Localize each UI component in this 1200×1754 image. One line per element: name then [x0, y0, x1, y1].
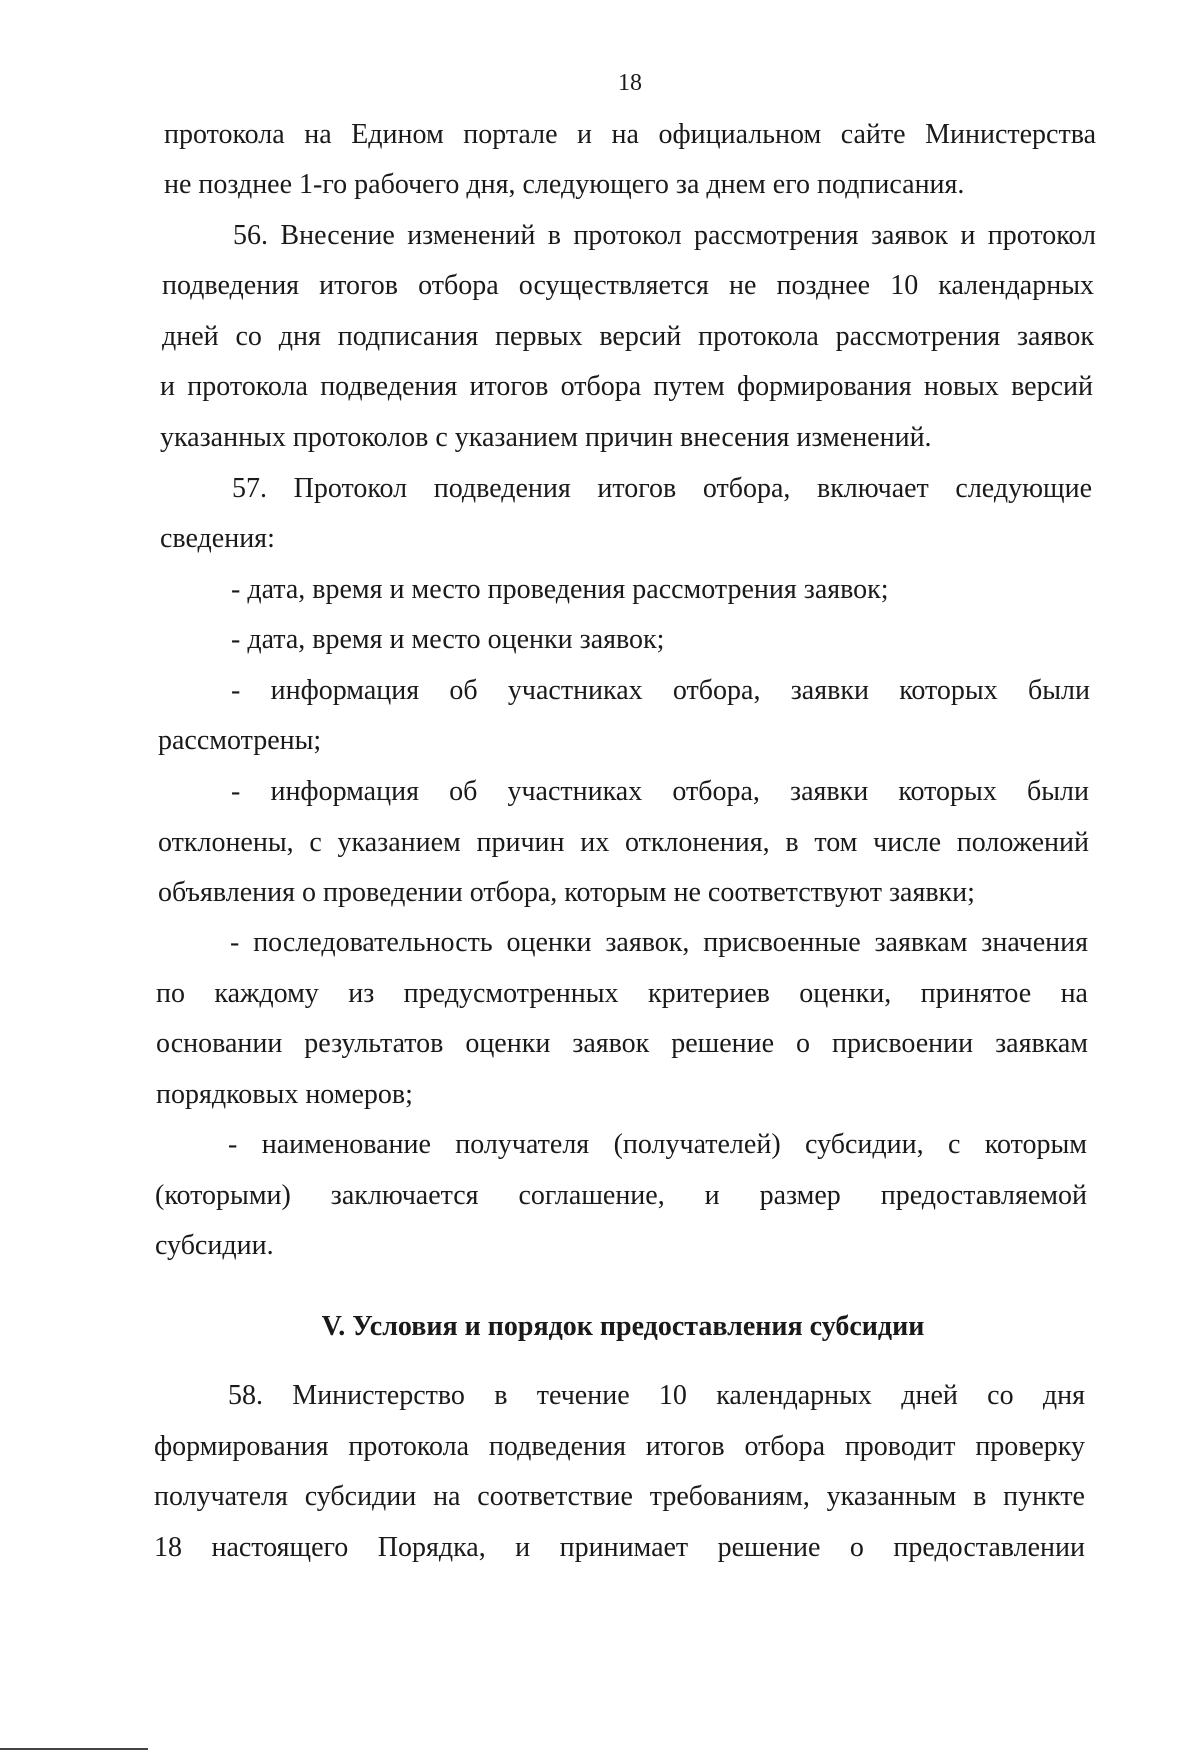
- text-line: объявления о проведении отбора, которым не соответствуют заявки;: [158, 877, 975, 908]
- text-line: сведения:: [160, 523, 275, 554]
- text-line: 18 настоящего Порядка, и принимает решение о предоставлении: [154, 1532, 1085, 1563]
- text-line: - информация об участниках отбора, заявки которых были: [231, 776, 1089, 807]
- section-heading: V. Условия и порядок предоставления субсидии: [321, 1311, 925, 1342]
- text-line: протокола на Едином портале и на официальном сайте Министерства: [164, 119, 1096, 150]
- text-line: субсидии.: [155, 1230, 274, 1261]
- text-line: 58. Министерство в течение 10 календарных дней со дня: [228, 1380, 1085, 1411]
- text-line: по каждому из предусмотренных критериев оценки, принятое на: [156, 978, 1088, 1009]
- text-line: - последовательность оценки заявок, присвоенные заявкам значения: [230, 927, 1088, 958]
- text-line: - наименование получателя (получателей) субсидии, с которым: [228, 1129, 1087, 1160]
- text-line: рассмотрены;: [158, 725, 322, 756]
- text-line: (которыми) заключается соглашение, и размер предоставляемой: [155, 1180, 1087, 1211]
- text-line: дней со дня подписания первых версий протокола рассмотрения заявок: [162, 321, 1094, 352]
- text-line: 57. Протокол подведения итогов отбора, включает следующие: [232, 473, 1092, 504]
- text-line: - дата, время и место проведения рассмотрения заявок;: [231, 574, 889, 605]
- text-line: - дата, время и место оценки заявок;: [231, 624, 665, 655]
- text-line: основании результатов оценки заявок решение о присвоении заявкам: [156, 1028, 1088, 1059]
- text-line: указанных протоколов с указанием причин внесения изменений.: [160, 422, 932, 453]
- text-line: и протокола подведения итогов отбора путем формирования новых версий: [160, 371, 1093, 402]
- text-line: подведения итогов отбора осуществляется не позднее 10 календарных: [162, 270, 1094, 301]
- footer-rule: [0, 1748, 148, 1750]
- text-line: порядковых номеров;: [156, 1079, 413, 1110]
- text-line: получателя субсидии на соответствие требованиям, указанным в пункте: [154, 1481, 1085, 1512]
- text-line: 56. Внесение изменений в протокол рассмотрения заявок и протокол: [233, 220, 1096, 251]
- text-line: отклонены, с указанием причин их отклонения, в том числе положений: [158, 827, 1089, 858]
- text-line: не позднее 1-го рабочего дня, следующего за днем его подписания.: [164, 169, 965, 200]
- page-number: 18: [618, 70, 642, 96]
- text-line: - информация об участниках отбора, заявки которых были: [231, 675, 1090, 706]
- text-line: формирования протокола подведения итогов отбора проводит проверку: [154, 1431, 1085, 1462]
